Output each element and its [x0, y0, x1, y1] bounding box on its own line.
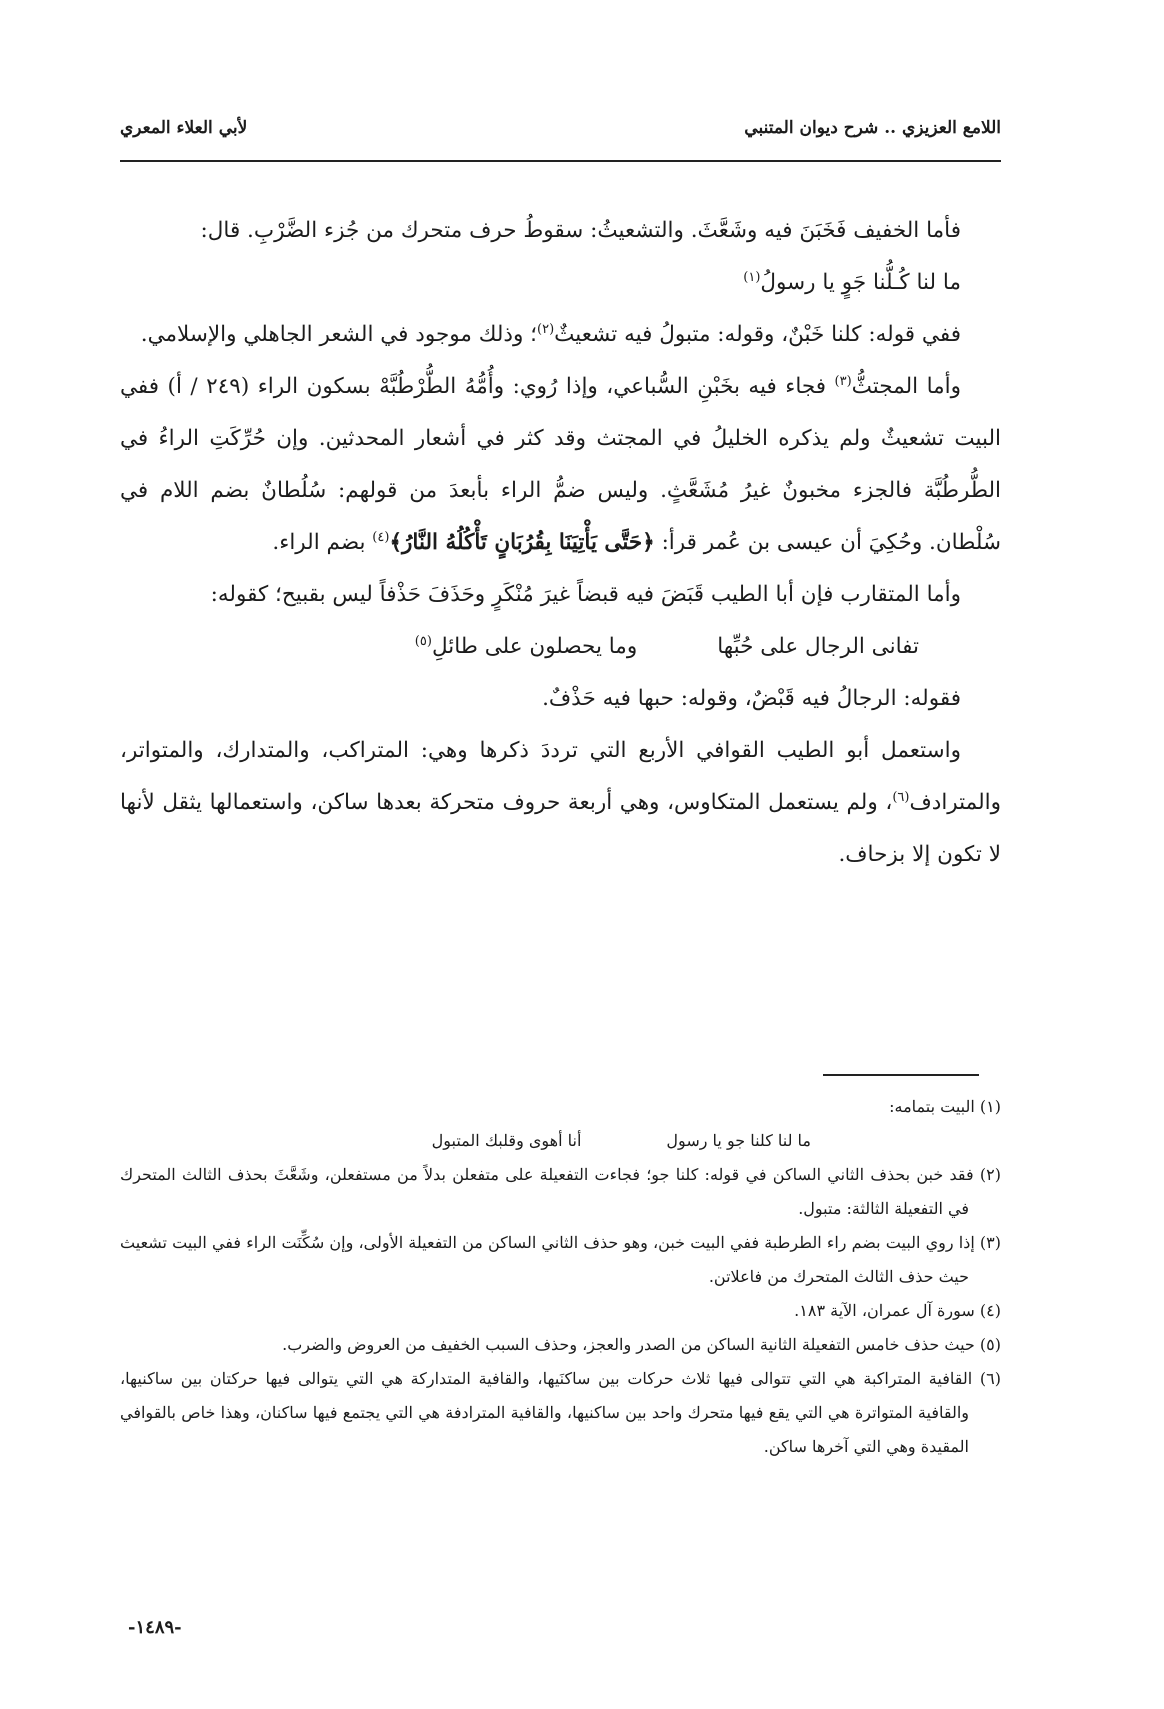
quran-verse: ﴿حَتَّى يَأْتِيَنَا بِقُرُبَانٍ تَأْكُلُهُ النَّارُ﴾ — [389, 530, 655, 555]
paragraph-qabd: فقوله: الرجالُ فيه قَبْضٌ، وقوله: حبها فيه حَذْفٌ. — [542, 686, 961, 711]
paragraph-khabn — [120, 309, 1001, 361]
hemistich-text: وما يحصلون على طائلِ — [431, 634, 638, 659]
footnote-2: (٢) فقد خبن بحذف الثاني الساكن في قوله: كلنا جو؛ فجاءت التفعيلة على متفعلن بدلاً من مستفعلن، وشَعَّثَ بحذف الثالث المتحرك في التفعيلة الثالثة: متبول. — [120, 1165, 1001, 1218]
footnote-ref-2: (٢) — [537, 321, 555, 337]
header-book-title: اللامع العزيزي .. شرح ديوان المتنبي — [744, 118, 1001, 138]
verse-second-hemistich — [415, 621, 637, 673]
text-segment: ففي قوله: كلنا خَبْنٌ، وقوله: متبولُ فيه تشعيثٌ — [554, 322, 961, 347]
text-segment: ؛ وذلك موجود في الشعر الجاهلي والإسلامي. — [140, 322, 538, 347]
main-text — [120, 205, 1001, 881]
poem-verse — [120, 621, 1001, 673]
verse-quote-1 — [120, 257, 1001, 309]
header-author: لأبي العلاء المعري — [120, 118, 248, 138]
text-segment: فجاء فيه بخَبْنِ السُّباعي، وإذا رُوي: وأُمُّهُ الطُّرْطُبَّهْ بسكون الراء (٢٤٩ / أ) ففي البيت تشعيثٌ ولم يذكره الخليلُ في المجتث وقد كثر في أشعار المحدثين. وإن حُرِّكَتِ الراءُ في الطُّرطُبَّة فالجزء مخبونٌ غيرُ مُشَعَّثٍ. وليس ضمُّ الراء بأبعدَ من قولهم: سُلُطانٌ بضم اللام في سُلْطان. وحُكِيَ أن عيسى بن عُمر قرأ: — [120, 374, 1001, 555]
footnote-ref-5: (٥) — [414, 633, 432, 649]
text-segment: بضم الراء. — [272, 530, 373, 555]
page-number: -١٤٨٩- — [128, 1617, 182, 1638]
footnote-3: (٣) إذا روي البيت بضم راء الطرطبة ففي البيت خبن، وهو حذف الثاني الساكن من التفعيلة الأولى، وإن سُكِّنَت الراء ففي البيت تشعيث حيث حذف الثالث المتحرك من فاعلاتن. — [120, 1233, 1002, 1286]
footnote-ref-3: (٣) — [834, 373, 852, 389]
paragraph-mujtath — [120, 361, 1001, 569]
paragraph-qawafi — [120, 725, 1001, 881]
footnote-4: (٤) سورة آل عمران، الآية ١٨٣. — [794, 1301, 1001, 1320]
running-header — [120, 108, 1001, 156]
footnote-5: (٥) حيث حذف خامس التفعيلة الثانية الساكن من الصدر والعجز، وحذف السبب الخفيف من العروض والضرب. — [282, 1335, 1001, 1354]
footnote-separator — [823, 1074, 979, 1076]
paragraph-mutaqarib: وأما المتقارب فإن أبا الطيب قَبَضَ فيه قبضاً غيرَ مُنْكَرٍ وحَذَفَ حَذْفاً ليس بقبيح؛ كقوله: — [210, 582, 961, 607]
footnote-1: (١) البيت بتمامه: — [889, 1097, 1001, 1116]
footnote-6: (٦) القافية المتراكبة هي التي تتوالى فيها ثلاث حركات بين ساكنَيها، والقافية المتداركة هي التي يتوالى فيها حركتان بين ساكنيها، والقافية المتواترة هي التي يقع فيها متحرك واحد بين ساكنيها، والقافية المترادفة هي التي يجتمع فيها ساكنان، وهذا خاص بالقوافي المقيدة وهي التي آخرها ساكن. — [120, 1369, 1001, 1456]
paragraph-khafif: فأما الخفيف فَخَبَنَ فيه وشَعَّثَ. والتشعيثُ: سقوطُ حرف متحرك من جُزء الضَّرْبِ. قال: — [200, 218, 961, 243]
footnotes — [120, 1090, 1001, 1464]
header-rule — [120, 160, 1001, 162]
footnote-ref-4: (٤) — [372, 529, 390, 545]
verse-text: ما لنا كُـلُّنا جَوٍ يا رسولُ — [760, 270, 961, 295]
footnote-ref-6: (٦) — [892, 789, 910, 805]
text-segment: ، ولم يستعمل المتكاوس، وهي أربعة حروف متحركة بعدها ساكن، واستعمالها يثقل لأنها لا تكون إلا بزحاف. — [120, 790, 1001, 867]
footnote-ref-1: (١) — [743, 269, 761, 285]
footnote-verse-second: أنا أهوى وقلبك المتبول — [431, 1131, 582, 1150]
text-segment: وأما المجتثُّ — [851, 374, 961, 399]
footnote-verse-first: ما لنا كلنا جو يا رسول — [666, 1131, 811, 1150]
verse-first-hemistich: تفانى الرجال على حُبِّها — [717, 634, 919, 659]
footnote-1-verse — [120, 1124, 1001, 1158]
text-segment: واستعمل أبو الطيب القوافي الأربع التي ترددَ ذكرها وهي: المتراكب، والمتدارك، والمتواتر، والمترادف — [120, 738, 1001, 815]
